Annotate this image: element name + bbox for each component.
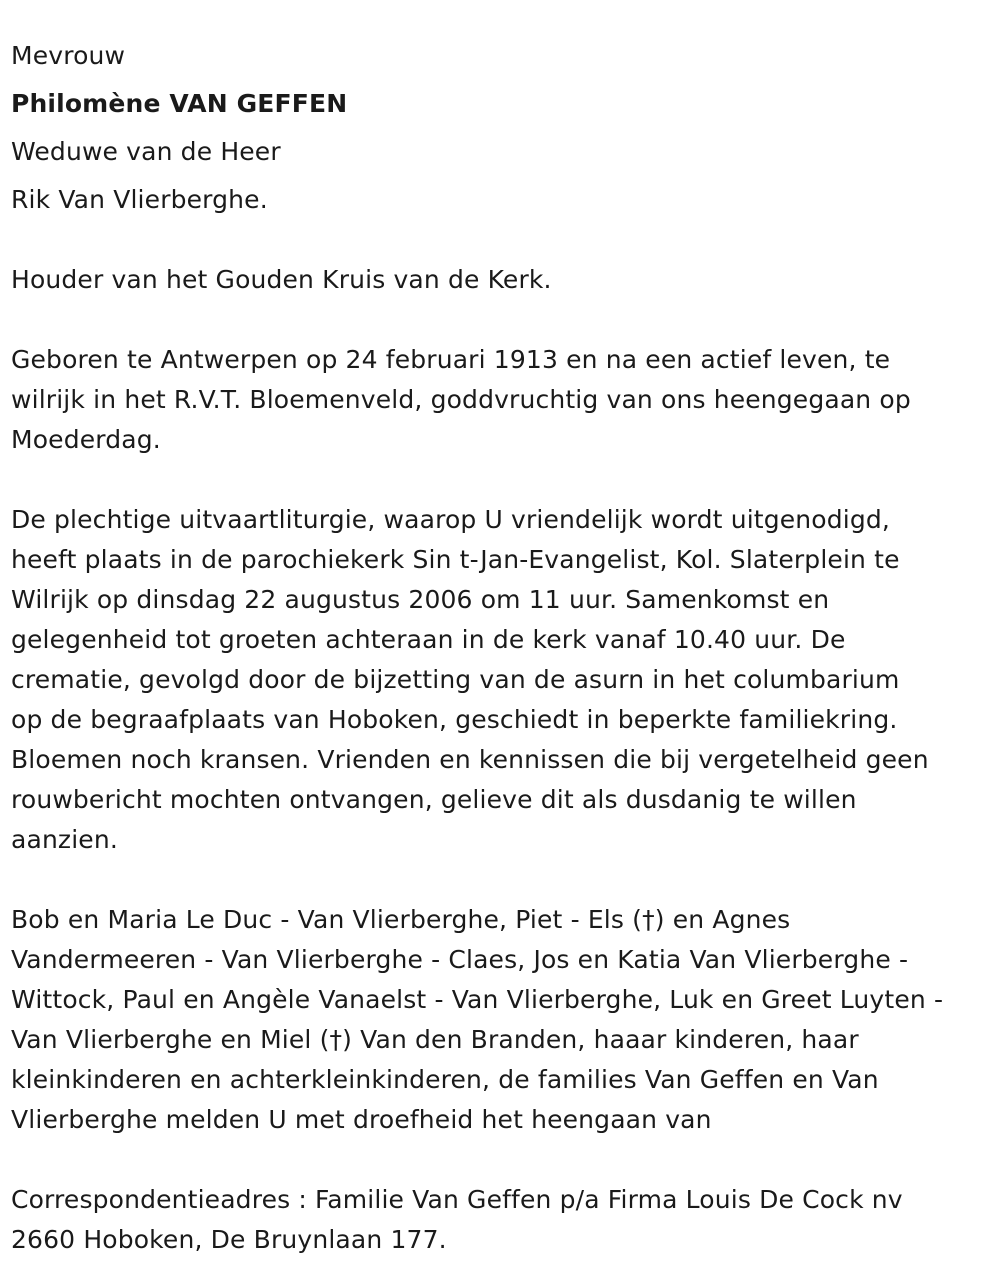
paragraph-line: heeft plaats in de parochiekerk Sin t-Jan-Evangelist, Kol. Slaterplein te	[11, 545, 900, 574]
honor-line: Houder van het Gouden Kruis van de Kerk.	[11, 265, 552, 294]
paragraph-line: op de begraafplaats van Hoboken, geschiedt in beperkte familiekring.	[11, 705, 898, 734]
paragraph-line: Wilrijk op dinsdag 22 augustus 2006 om 11 uur. Samenkomst en	[11, 585, 830, 614]
paragraph-line: Correspondentieadres : Familie Van Geffen p/a Firma Louis De Cock nv	[11, 1185, 903, 1214]
paragraph-line: kleinkinderen en achterkleinkinderen, de families Van Geffen en Van	[11, 1065, 879, 1094]
paragraph-line: Vandermeeren - Van Vlierberghe - Claes, Jos en Katia Van Vlierberghe -	[11, 945, 909, 974]
paragraph-line: Vlierberghe melden U met droefheid het heengaan van	[11, 1105, 712, 1134]
deceased-name: Philomène VAN GEFFEN	[11, 89, 348, 118]
paragraph-line: Wittock, Paul en Angèle Vanaelst - Van Vlierberghe, Luk en Greet Luyten -	[11, 985, 944, 1014]
widow-of-line: Weduwe van de Heer	[11, 137, 281, 166]
birth-paragraph	[11, 340, 986, 460]
paragraph-line: rouwbericht mochten ontvangen, gelieve dit als dusdanig te willen	[11, 785, 857, 814]
correspondence-paragraph	[11, 1180, 986, 1260]
paragraph-line: gelegenheid tot groeten achteraan in de kerk vanaf 10.40 uur. De	[11, 625, 846, 654]
paragraph-line: Van Vlierberghe en Miel (†) Van den Branden, haaar kinderen, haar	[11, 1025, 859, 1054]
paragraph-line: De plechtige uitvaartliturgie, waarop U vriendelijk wordt uitgenodigd,	[11, 505, 890, 534]
husband-name: Rik Van Vlierberghe.	[11, 185, 268, 214]
paragraph-line: Moederdag.	[11, 425, 161, 454]
paragraph-line: wilrijk in het R.V.T. Bloemenveld, goddvruchtig van ons heengegaan op	[11, 385, 911, 414]
paragraph-line: Bob en Maria Le Duc - Van Vlierberghe, Piet - Els (†) en Agnes	[11, 905, 791, 934]
funeral-paragraph	[11, 500, 986, 860]
family-paragraph	[11, 900, 986, 1140]
paragraph-line: Geboren te Antwerpen op 24 februari 1913 en na een actief leven, te	[11, 345, 891, 374]
paragraph-line: aanzien.	[11, 825, 118, 854]
paragraph-line: Bloemen noch kransen. Vrienden en kennissen die bij vergetelheid geen	[11, 745, 929, 774]
paragraph-line: crematie, gevolgd door de bijzetting van de asurn in het columbarium	[11, 665, 900, 694]
salutation: Mevrouw	[11, 41, 126, 70]
paragraph-line: 2660 Hoboken, De Bruynlaan 177.	[11, 1225, 447, 1254]
